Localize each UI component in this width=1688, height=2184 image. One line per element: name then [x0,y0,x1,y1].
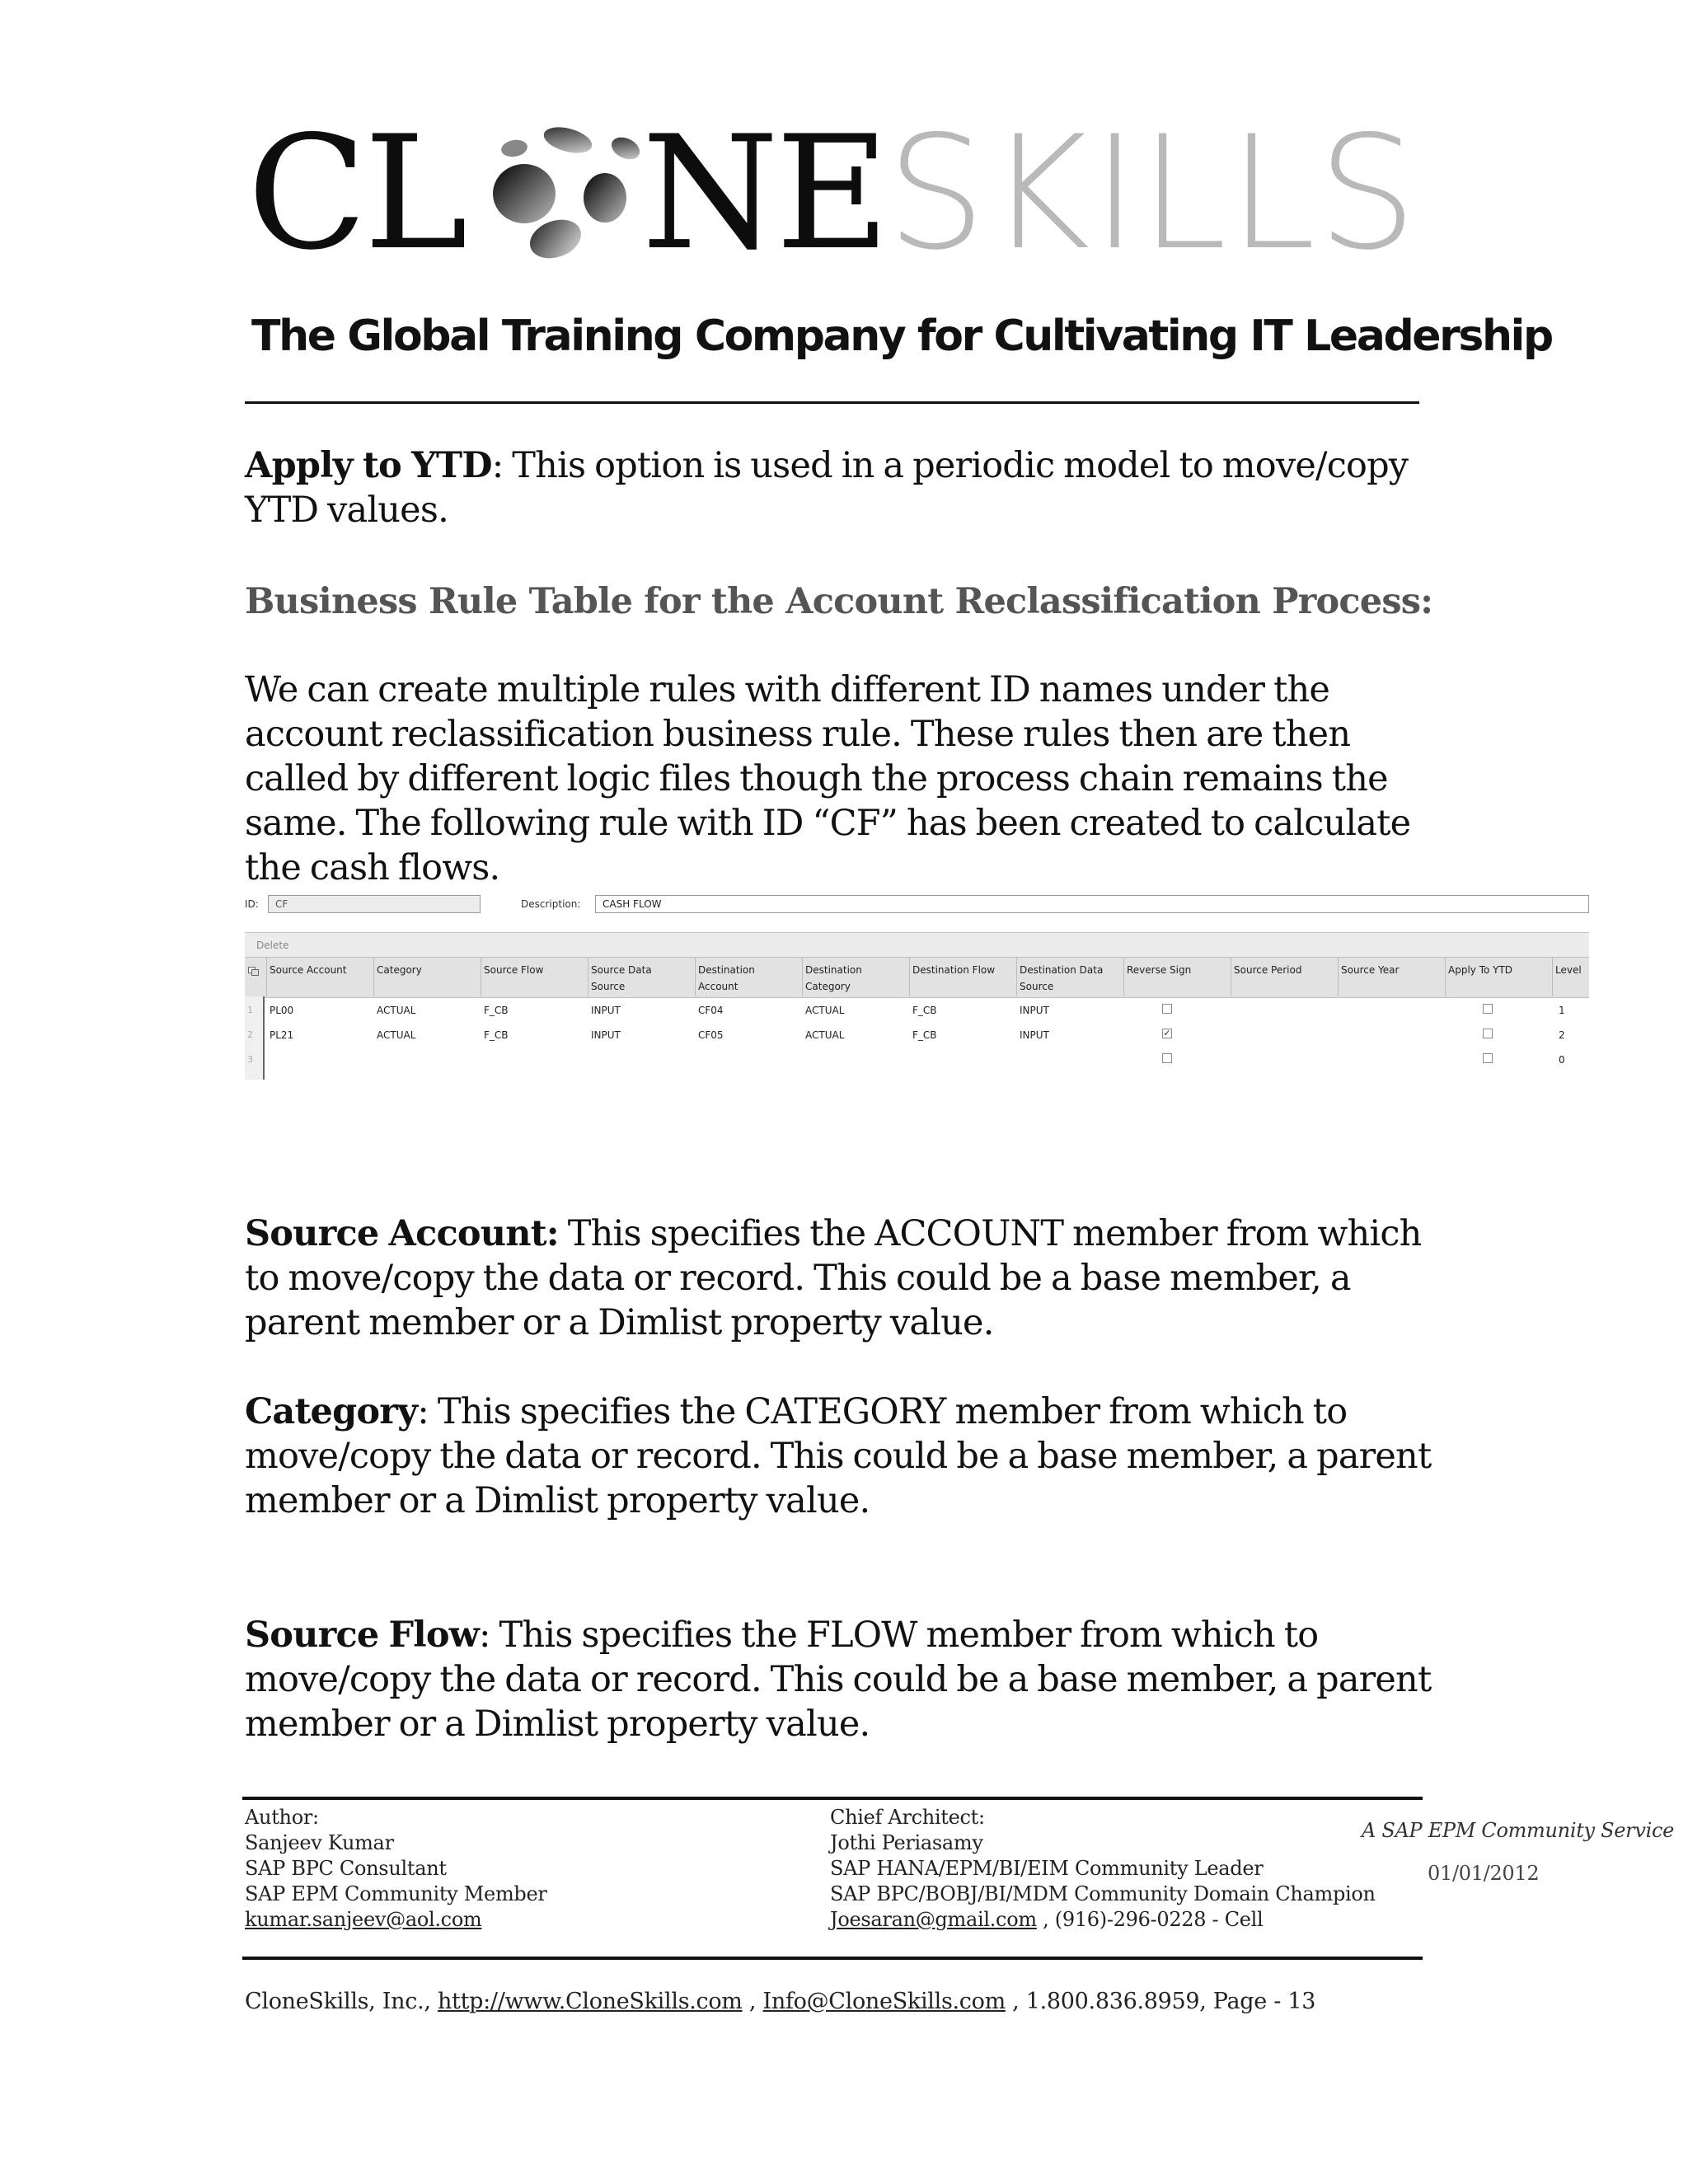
column-header[interactable] [1020,962,1103,995]
table-cell[interactable]: CF04 [698,1005,724,1016]
source-flow-paragraph [245,1613,1440,1746]
section-heading: Business Rule Table for the Account Reclassification Process: [245,581,1433,622]
column-divider [695,957,696,996]
column-header-line2: Source [591,981,626,992]
level-cell[interactable]: 0 [1559,1054,1565,1066]
reverse-sign-checkbox[interactable] [1162,1053,1172,1063]
table-cell[interactable]: INPUT [1020,1005,1049,1016]
logo-oval-cluster-icon [465,115,642,272]
reverse-sign-checkbox[interactable]: ✓ [1163,1028,1171,1038]
source-flow-text: : This specifies the FLOW member from which to move/copy the data or record. This could be a base member, a parent member or a Dimlist property value. [245,1615,1432,1745]
source-account-paragraph [245,1212,1440,1345]
column-header-line1: Apply To YTD [1448,964,1513,976]
column-header-line1: Level [1555,964,1582,976]
category-term: Category [245,1391,418,1432]
table-cell[interactable]: ACTUAL [805,1029,845,1041]
column-header-line1: Category [377,964,422,976]
column-header[interactable] [1341,962,1399,978]
source-flow-term: Source Flow [245,1615,479,1656]
column-divider [1445,957,1446,996]
footer-divider-top [242,1797,1423,1800]
architect-email-link[interactable]: Joesaran@gmail.com [830,1908,1037,1931]
table-cell[interactable]: INPUT [591,1005,621,1016]
column-header-line1: Destination [698,964,755,976]
row-number: 3 [247,1054,253,1065]
author-name: Sanjeev Kumar [245,1831,394,1854]
business-rule-table-screenshot [245,888,1589,1080]
logo-text-skills: SKILLS [886,102,1419,284]
table-row[interactable] [245,998,1589,1023]
column-header-line2: Account [698,981,738,992]
author-email-link[interactable]: kumar.sanjeev@aol.com [245,1908,482,1931]
column-divider [909,957,910,996]
table-cell[interactable]: ACTUAL [805,1005,845,1016]
table-cell[interactable]: ACTUAL [377,1005,416,1016]
architect-name: Jothi Periasamy [830,1831,983,1854]
company-name: CloneSkills, Inc., [245,1989,438,2014]
row-number: 2 [247,1029,253,1040]
column-header[interactable] [698,962,755,995]
table-row[interactable] [245,1023,1589,1047]
page-footer [245,1989,1315,2014]
table-toolbar [245,932,1589,958]
column-header-line1: Source Year [1341,964,1400,976]
column-header[interactable] [377,962,422,978]
column-header-line2: Source [1020,981,1054,992]
source-account-term: Source Account: [245,1213,559,1254]
id-field[interactable]: CF [268,895,481,913]
apply-ytd-checkbox[interactable] [1483,1029,1493,1038]
column-header[interactable] [270,962,346,978]
table-cell[interactable]: PL21 [270,1029,294,1041]
footer-sep: , [742,1989,763,2014]
table-cell[interactable]: ACTUAL [377,1029,416,1041]
column-header[interactable] [1127,962,1191,978]
table-cell[interactable]: INPUT [591,1029,621,1041]
table-cell[interactable]: PL00 [270,1005,294,1016]
tagline: The Global Training Company for Cultivating IT Leadership [251,312,1552,361]
column-header-line1: Source Account [270,964,347,976]
apply-ytd-checkbox[interactable] [1483,1004,1493,1014]
author-role: SAP EPM Community Member [245,1882,547,1905]
column-header[interactable] [912,962,995,978]
column-divider [1123,957,1124,996]
table-cell[interactable]: INPUT [1020,1029,1049,1041]
logo-ovals [465,115,642,272]
architect-label: Chief Architect: [830,1806,985,1829]
logo-text-cl: CL [247,102,465,284]
cloneskills-logo [247,102,1419,284]
column-divider [1016,957,1017,996]
logo-text-ne: NE [641,102,887,284]
column-header-line1: Source Period [1234,964,1302,976]
intro-paragraph: We can create multiple rules with different ID names under the account reclassification business rule. These rules then are then called by different logic files though the process chain remains the same. The following rule with ID “CF” has been created to calculate the cash flows. [245,669,1411,888]
column-header-line1: Destination [805,964,862,976]
column-header[interactable] [1555,962,1582,978]
category-text: : This specifies the CATEGORY member from which to move/copy the data or record. This could be a base member, a parent member or a Dimlist property value. [245,1391,1432,1521]
service-label: A SAP EPM Community Service [1362,1819,1675,1842]
column-header[interactable] [805,962,862,995]
footer-tail: , 1.800.836.8959, Page - 13 [1005,1989,1316,2014]
header-divider [245,401,1419,404]
company-email-link[interactable]: Info@CloneSkills.com [762,1989,1006,2014]
apply-ytd-text: : This option is used in a periodic model to move/copy YTD values. [245,445,1409,531]
column-divider [1552,957,1553,996]
column-header-line1: Source Data [591,964,652,976]
architect-phone: , (916)-296-0228 - Cell [1036,1908,1264,1931]
table-row[interactable] [245,1047,1589,1072]
logo-wordmark [247,102,1419,284]
footer-date: 01/01/2012 [1428,1862,1540,1885]
column-header[interactable] [1234,962,1301,978]
author-block [245,1805,547,1933]
column-header-line2: Category [805,981,851,992]
table-cell[interactable]: F_CB [484,1005,509,1016]
architect-role-1: SAP HANA/EPM/BI/EIM Community Leader [830,1857,1264,1880]
table-cell[interactable]: F_CB [912,1029,937,1041]
column-divider [1338,957,1339,996]
column-divider [802,957,803,996]
author-label: Author: [245,1806,319,1829]
column-header[interactable] [484,962,543,978]
source-account-text: This specifies the ACCOUNT member from which to move/copy the data or record. This could be a base member, a parent member or a Dimlist property value. [245,1213,1422,1343]
level-cell[interactable]: 2 [1559,1029,1565,1041]
id-label: ID: [245,898,259,910]
category-paragraph [245,1390,1440,1523]
table-cell[interactable]: CF05 [698,1029,724,1041]
description-label: Description: [521,898,581,910]
column-header-line1: Source Flow [484,964,544,976]
table-cell[interactable]: F_CB [484,1029,509,1041]
reverse-sign-checkbox[interactable] [1162,1004,1172,1014]
architect-role-2: SAP BPC/BOBJ/BI/MDM Community Domain Champion [830,1882,1376,1905]
column-header-line1: Destination Flow [912,964,996,976]
column-divider [373,957,374,996]
company-url-link[interactable]: http://www.CloneSkills.com [437,1989,743,2014]
apply-ytd-checkbox[interactable] [1483,1053,1493,1063]
footer-divider-bottom [242,1957,1423,1960]
author-title: SAP BPC Consultant [245,1857,447,1880]
level-cell[interactable]: 1 [1559,1005,1565,1016]
column-header[interactable] [1448,962,1512,978]
apply-ytd-term: Apply to YTD [245,445,492,486]
apply-ytd-paragraph [245,443,1440,532]
column-header[interactable] [591,962,652,995]
column-header-line1: Destination Data [1020,964,1104,976]
select-all-icon[interactable] [248,964,260,974]
delete-button[interactable]: Delete [256,940,289,951]
table-cell[interactable]: F_CB [912,1005,937,1016]
row-number: 1 [247,1005,253,1015]
column-header-line1: Reverse Sign [1127,964,1192,976]
column-divider [266,957,267,996]
description-field[interactable]: CASH FLOW [595,895,1589,913]
architect-block [830,1805,1376,1933]
